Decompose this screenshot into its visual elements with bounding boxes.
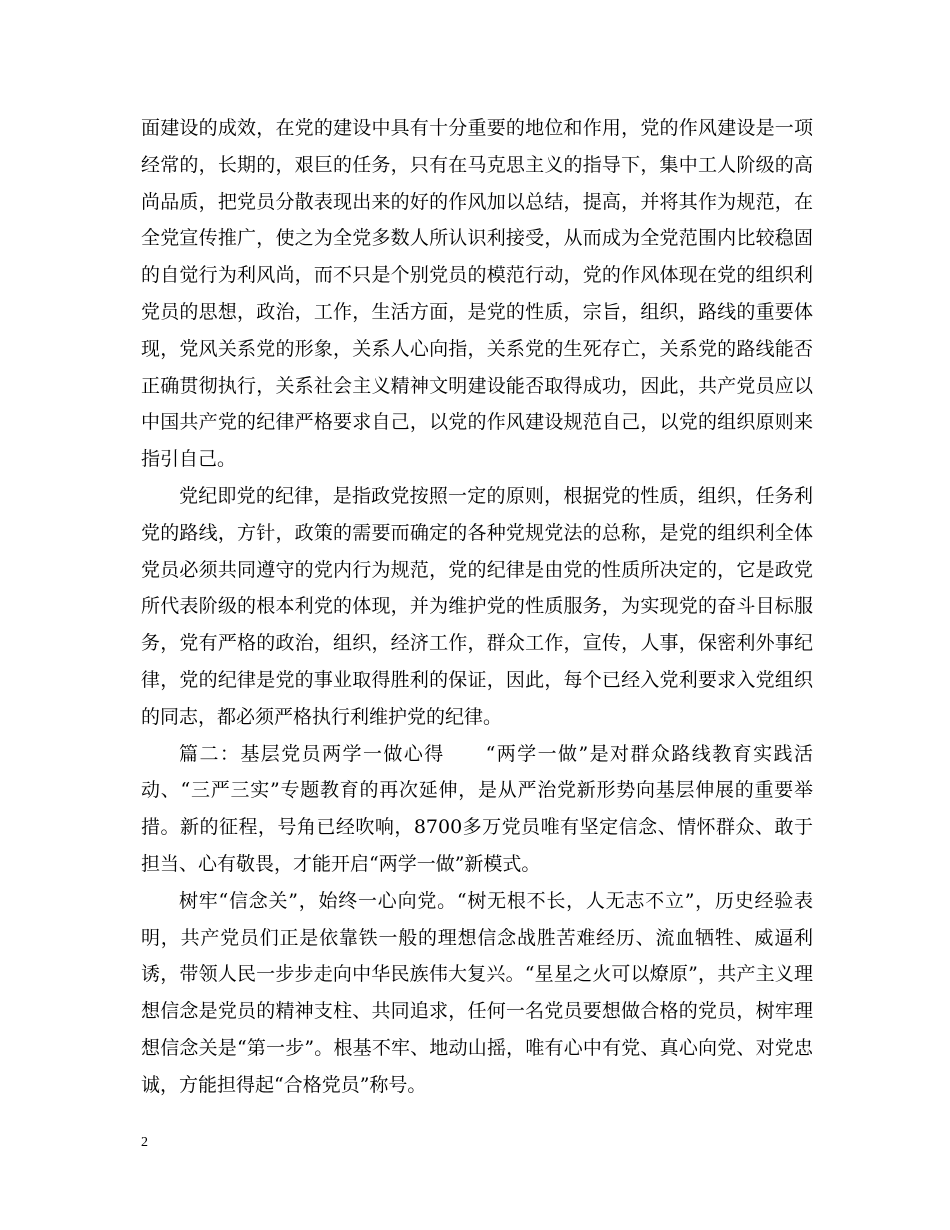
paragraph-part-two-intro: 篇二：基层党员两学一做心得 “两学一做”是对群众路线教育实践活动、“三严三实”专题教育的再次延伸，是从严治党新形势向基层伸展的重要举措。新的征程，号角已经吹响，8700多万党员唯有坚定信念、情怀群众、敢于担当、心有敬畏，才能开启“两学一做”新模式。 <box>141 742 813 875</box>
paragraph-party-style-continuation: 面建设的成效，在党的建设中具有十分重要的地位和作用，党的作风建设是一项经常的，长期的，艰巨的任务，只有在马克思主义的指导下，集中工人阶级的高尚品质，把党员分散表现出来的好的作风加以总结，提高，并将其作为规范，在全党宣传推广，使之为全党多数人所认识利接受，从而成为全党范围内比较稳固的自觉行为利风尚，而不只是个别党员的模范行动，党的作风体现在党的组织利党员的思想，政治，工作，生活方面，是党的性质，宗旨，组织，路线的重要体现，党风关系党的形象，关系人心向指，关系党的生死存亡，关系党的路线能否正确贯彻执行，关系社会主义精神文明建设能否取得成功，因此，共产党员应以中国共产党的纪律严格要求自己，以党的作风建设规范自己，以党的组织原则来指引自己。 <box>141 117 813 471</box>
paragraph-belief: 树牢“信念关”，始终一心向党。“树无根不长，人无志不立”，历史经验表明，共产党员们正是依靠铁一般的理想信念战胜苦难经历、流血牺牲、威逼利诱，带领人民一步步走向中华民族伟大复兴。“星星之火可以燎原”，共产主义理想信念是党员的精神支柱、共同追求，任何一名党员要想做合格的党员，树牢理想信念关是“第一步”。根基不牢、地动山摇，唯有心中有党、真心向党、对党忠诚，方能担得起“合格党员”称号。 <box>141 889 813 1096</box>
page-number: 2 <box>141 1135 148 1150</box>
paragraph-party-discipline: 党纪即党的纪律，是指政党按照一定的原则，根据党的性质，组织，任务利党的路线，方针，政策的需要而确定的各种党规党法的总称，是党的组织利全体党员必须共同遵守的党内行为规范，党的纪律是由党的性质所决定的，它是政党所代表阶级的根本利党的体现，并为维护党的性质服务，为实现党的奋斗目标服务，党有严格的政治，组织，经济工作，群众工作，宣传，人事，保密利外事纪律，党的纪律是党的事业取得胜利的保证，因此，每个已经入党利要求入党组织的同志，都必须严格执行利维护党的纪律。 <box>141 484 813 728</box>
document-body <box>141 110 813 1104</box>
